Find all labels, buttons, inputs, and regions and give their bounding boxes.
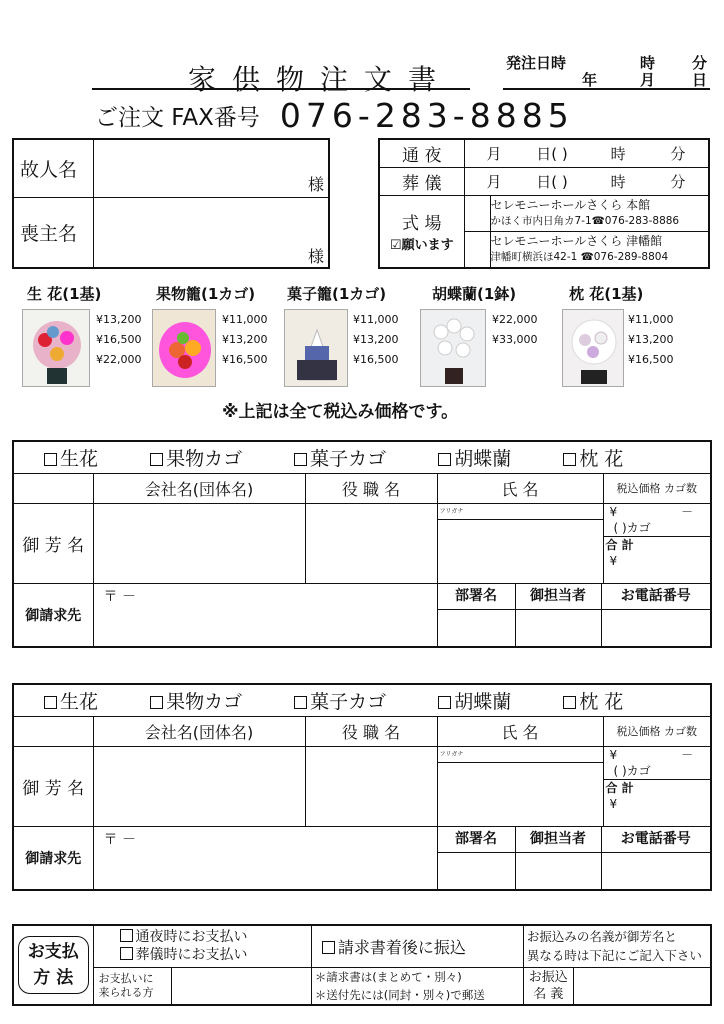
flower-image (22, 309, 90, 387)
phone-field[interactable] (602, 610, 711, 646)
funeral-hour: 時 (610, 172, 626, 191)
payment-table (12, 924, 712, 1006)
title-underline (92, 88, 470, 90)
person-field[interactable] (516, 853, 602, 889)
deceased-field[interactable] (93, 139, 329, 197)
pillow-flower-image (562, 309, 624, 387)
note-line: 異なる時は下記にご記入下さい (526, 948, 702, 964)
yen-label: ¥ (609, 553, 618, 568)
transfer-label: 名 義 (533, 986, 564, 1002)
price-list (96, 310, 142, 370)
deceased-label: 故人名 (13, 139, 93, 197)
invoice-line: ＊送付先には(同封・別々)で郵送 (314, 987, 485, 1002)
price: ¥11,000 (353, 313, 399, 326)
mourner-label: 喪主名 (13, 197, 93, 268)
price: ¥13,200 (96, 313, 142, 326)
position-field[interactable] (305, 746, 437, 826)
payment-label-cell (13, 925, 93, 1005)
price-list (222, 310, 268, 370)
order-form-2 (12, 683, 712, 891)
price: ¥16,500 (628, 353, 674, 366)
cat-orchid[interactable]: 胡蝶蘭 (438, 448, 511, 470)
mourner-field[interactable] (93, 197, 329, 268)
order-minute: 分 (692, 54, 708, 72)
person-field[interactable] (516, 610, 602, 646)
dash-label: － (681, 504, 694, 519)
cat-sweets[interactable]: 菓子カゴ (294, 691, 386, 713)
product-label: 枕 花(1基) (569, 285, 644, 303)
person-header: 御担当者 (516, 584, 602, 609)
opt-funeral[interactable]: 葬儀時にお支払い (120, 946, 311, 964)
company-header: 会社名(団体名) (93, 716, 305, 746)
order-month: 月 (640, 71, 656, 89)
dept-field[interactable] (438, 853, 516, 889)
price-count-field[interactable] (603, 503, 711, 583)
cat-sweets[interactable]: 菓子カゴ (294, 448, 386, 470)
name-field[interactable] (437, 746, 603, 826)
wake-minute: 分 (670, 144, 686, 163)
funeral-label: 葬 儀 (379, 167, 464, 195)
donor-label: 御 芳 名 (13, 746, 93, 826)
category-row (13, 441, 711, 473)
cat-orchid[interactable]: 胡蝶蘭 (438, 691, 511, 713)
price-count-field[interactable] (603, 746, 711, 826)
order-underline (503, 88, 710, 90)
transfer-name-label (523, 967, 573, 1005)
postal-field[interactable]: 〒 － (93, 583, 437, 647)
opt-wake[interactable]: 通夜時にお支払い (120, 928, 311, 946)
price-header: 税込価格 カゴ数 (603, 716, 711, 746)
price: ¥22,000 (96, 353, 142, 366)
order-year: 年 (582, 71, 598, 89)
venue-cell (379, 195, 464, 268)
price: ¥11,000 (222, 313, 268, 326)
product-label: 果物籠(1カゴ) (156, 285, 256, 303)
venue1-cell (490, 195, 709, 231)
transfer-name-field[interactable] (573, 967, 711, 1005)
total-label: 合 計 (605, 780, 634, 795)
venue1-name: セレモニーホールさくら 本館 (490, 198, 651, 213)
cat-flower[interactable]: 生花 (44, 448, 98, 470)
donor-label: 御 芳 名 (13, 503, 93, 583)
payment-label: お支払 (27, 942, 79, 962)
deceased-table (12, 138, 330, 269)
funeral-month: 月 (486, 172, 502, 191)
phone-header: お電話番号 (620, 830, 691, 847)
venue1-address: かほく市内日角カ7-1☎076-283-8886 (490, 215, 680, 228)
order-hour: 時 (640, 54, 656, 72)
opt-invoice[interactable]: 請求書着後に振込 (311, 925, 523, 967)
invoice-options (311, 967, 523, 1005)
billing-label: 御請求先 (13, 826, 93, 890)
price-header: 税込価格 カゴ数 (603, 473, 711, 503)
dept-header: 部署名 (438, 584, 516, 609)
payment-timing (93, 925, 311, 967)
price: ¥16,500 (96, 333, 142, 346)
funeral-day: 日( ) (536, 172, 568, 191)
transfer-label: お振込 (528, 969, 568, 985)
price: ¥13,200 (628, 333, 674, 346)
invoice-line: ＊請求書は(まとめて・別々) (314, 969, 462, 984)
yen-label: ¥ (609, 796, 618, 811)
company-field[interactable] (93, 746, 305, 826)
fax-line (95, 96, 574, 135)
product-label: 菓子籠(1カゴ) (287, 285, 387, 303)
product-label: 胡蝶蘭(1鉢) (432, 285, 517, 303)
venue2-check[interactable] (464, 231, 490, 268)
name-header: 氏 名 (437, 716, 603, 746)
contact-header (437, 826, 711, 852)
total-label: 合 計 (605, 537, 634, 552)
price: ¥33,000 (492, 333, 538, 346)
name-field[interactable] (437, 503, 603, 583)
cat-flower[interactable]: 生花 (44, 691, 98, 713)
venue-request[interactable]: ☑願います (389, 238, 454, 254)
sama-label: 様 (307, 174, 324, 194)
blank-cell (13, 716, 93, 746)
price: ¥11,000 (628, 313, 674, 326)
visitor-label (93, 967, 171, 1005)
company-header: 会社名(団体名) (93, 473, 305, 503)
postal-field[interactable]: 〒 － (93, 826, 437, 890)
orchid-image (420, 309, 486, 387)
price-list (628, 310, 674, 370)
sama-label: 様 (307, 247, 324, 266)
contact-fields (437, 852, 711, 890)
wake-datetime[interactable] (464, 139, 709, 167)
product-label: 生 花(1基) (27, 285, 102, 303)
dash-label: － (681, 747, 694, 762)
funeral-datetime[interactable] (464, 167, 709, 195)
order-day: 日 (692, 71, 708, 89)
price: ¥16,500 (222, 353, 268, 366)
category-row (13, 684, 711, 716)
transfer-note (523, 925, 711, 967)
note-line: お振込みの名義が御芳名と (526, 929, 677, 945)
price: ¥13,200 (222, 333, 268, 346)
yen-label: ¥ (609, 504, 618, 519)
venue-label: 式 場 (402, 214, 442, 235)
venue2-name: セレモニーホールさくら 津幡館 (490, 234, 663, 249)
dept-field[interactable] (438, 610, 516, 646)
form-title: 家供物注文書 (188, 63, 453, 96)
price-list (492, 310, 538, 350)
wake-day: 日( ) (536, 144, 568, 163)
cat-fruit[interactable]: 果物カゴ (150, 691, 242, 713)
contact-fields (437, 609, 711, 647)
visitor-line: 来られる方 (98, 985, 154, 999)
person-header: 御担当者 (516, 827, 602, 852)
billing-label: 御請求先 (13, 583, 93, 647)
cat-fruit[interactable]: 果物カゴ (150, 448, 242, 470)
fruit-basket-image (152, 309, 216, 387)
sweets-basket-image (284, 309, 348, 387)
count-label: ( )カゴ (604, 763, 711, 780)
position-header: 役 職 名 (305, 716, 437, 746)
position-header: 役 職 名 (305, 473, 437, 503)
funeral-minute: 分 (670, 172, 686, 191)
contact-header (437, 583, 711, 609)
wake-label: 通 夜 (379, 139, 464, 167)
dept-header: 部署名 (438, 827, 516, 852)
cat-pillow[interactable]: 枕 花 (563, 448, 623, 470)
yen-label: ¥ (609, 747, 618, 762)
visitor-line: お支払いに (98, 971, 154, 985)
schedule-table (378, 138, 710, 269)
price: ¥22,000 (492, 313, 538, 326)
order-form-1 (12, 440, 712, 648)
name-header: 氏 名 (437, 473, 603, 503)
wake-hour: 時 (610, 144, 626, 163)
fax-label: ご注文 FAX番号 (95, 105, 260, 131)
count-label: ( )カゴ (604, 520, 711, 537)
cat-pillow[interactable]: 枕 花 (563, 691, 623, 713)
venue2-address: 津幡町横浜ほ42-1 ☎076-289-8804 (490, 251, 669, 264)
furigana-label: フリガナ (438, 504, 603, 520)
venue2-cell (490, 231, 709, 268)
payment-label: 方 法 (33, 968, 74, 988)
visitor-field[interactable] (171, 967, 311, 1005)
price: ¥16,500 (353, 353, 399, 366)
fax-number: 076-283-8885 (279, 96, 574, 135)
price-list (353, 310, 399, 370)
position-field[interactable] (305, 503, 437, 583)
phone-header: お電話番号 (620, 587, 691, 604)
venue1-check[interactable] (464, 195, 490, 231)
phone-field[interactable] (602, 853, 711, 889)
company-field[interactable] (93, 503, 305, 583)
tax-note: ※上記は全て税込み価格です。 (222, 402, 459, 422)
blank-cell (13, 473, 93, 503)
wake-month: 月 (486, 144, 502, 163)
order-datetime-label: 発注日時 (506, 54, 567, 72)
price: ¥13,200 (353, 333, 399, 346)
furigana-label: フリガナ (438, 747, 603, 763)
